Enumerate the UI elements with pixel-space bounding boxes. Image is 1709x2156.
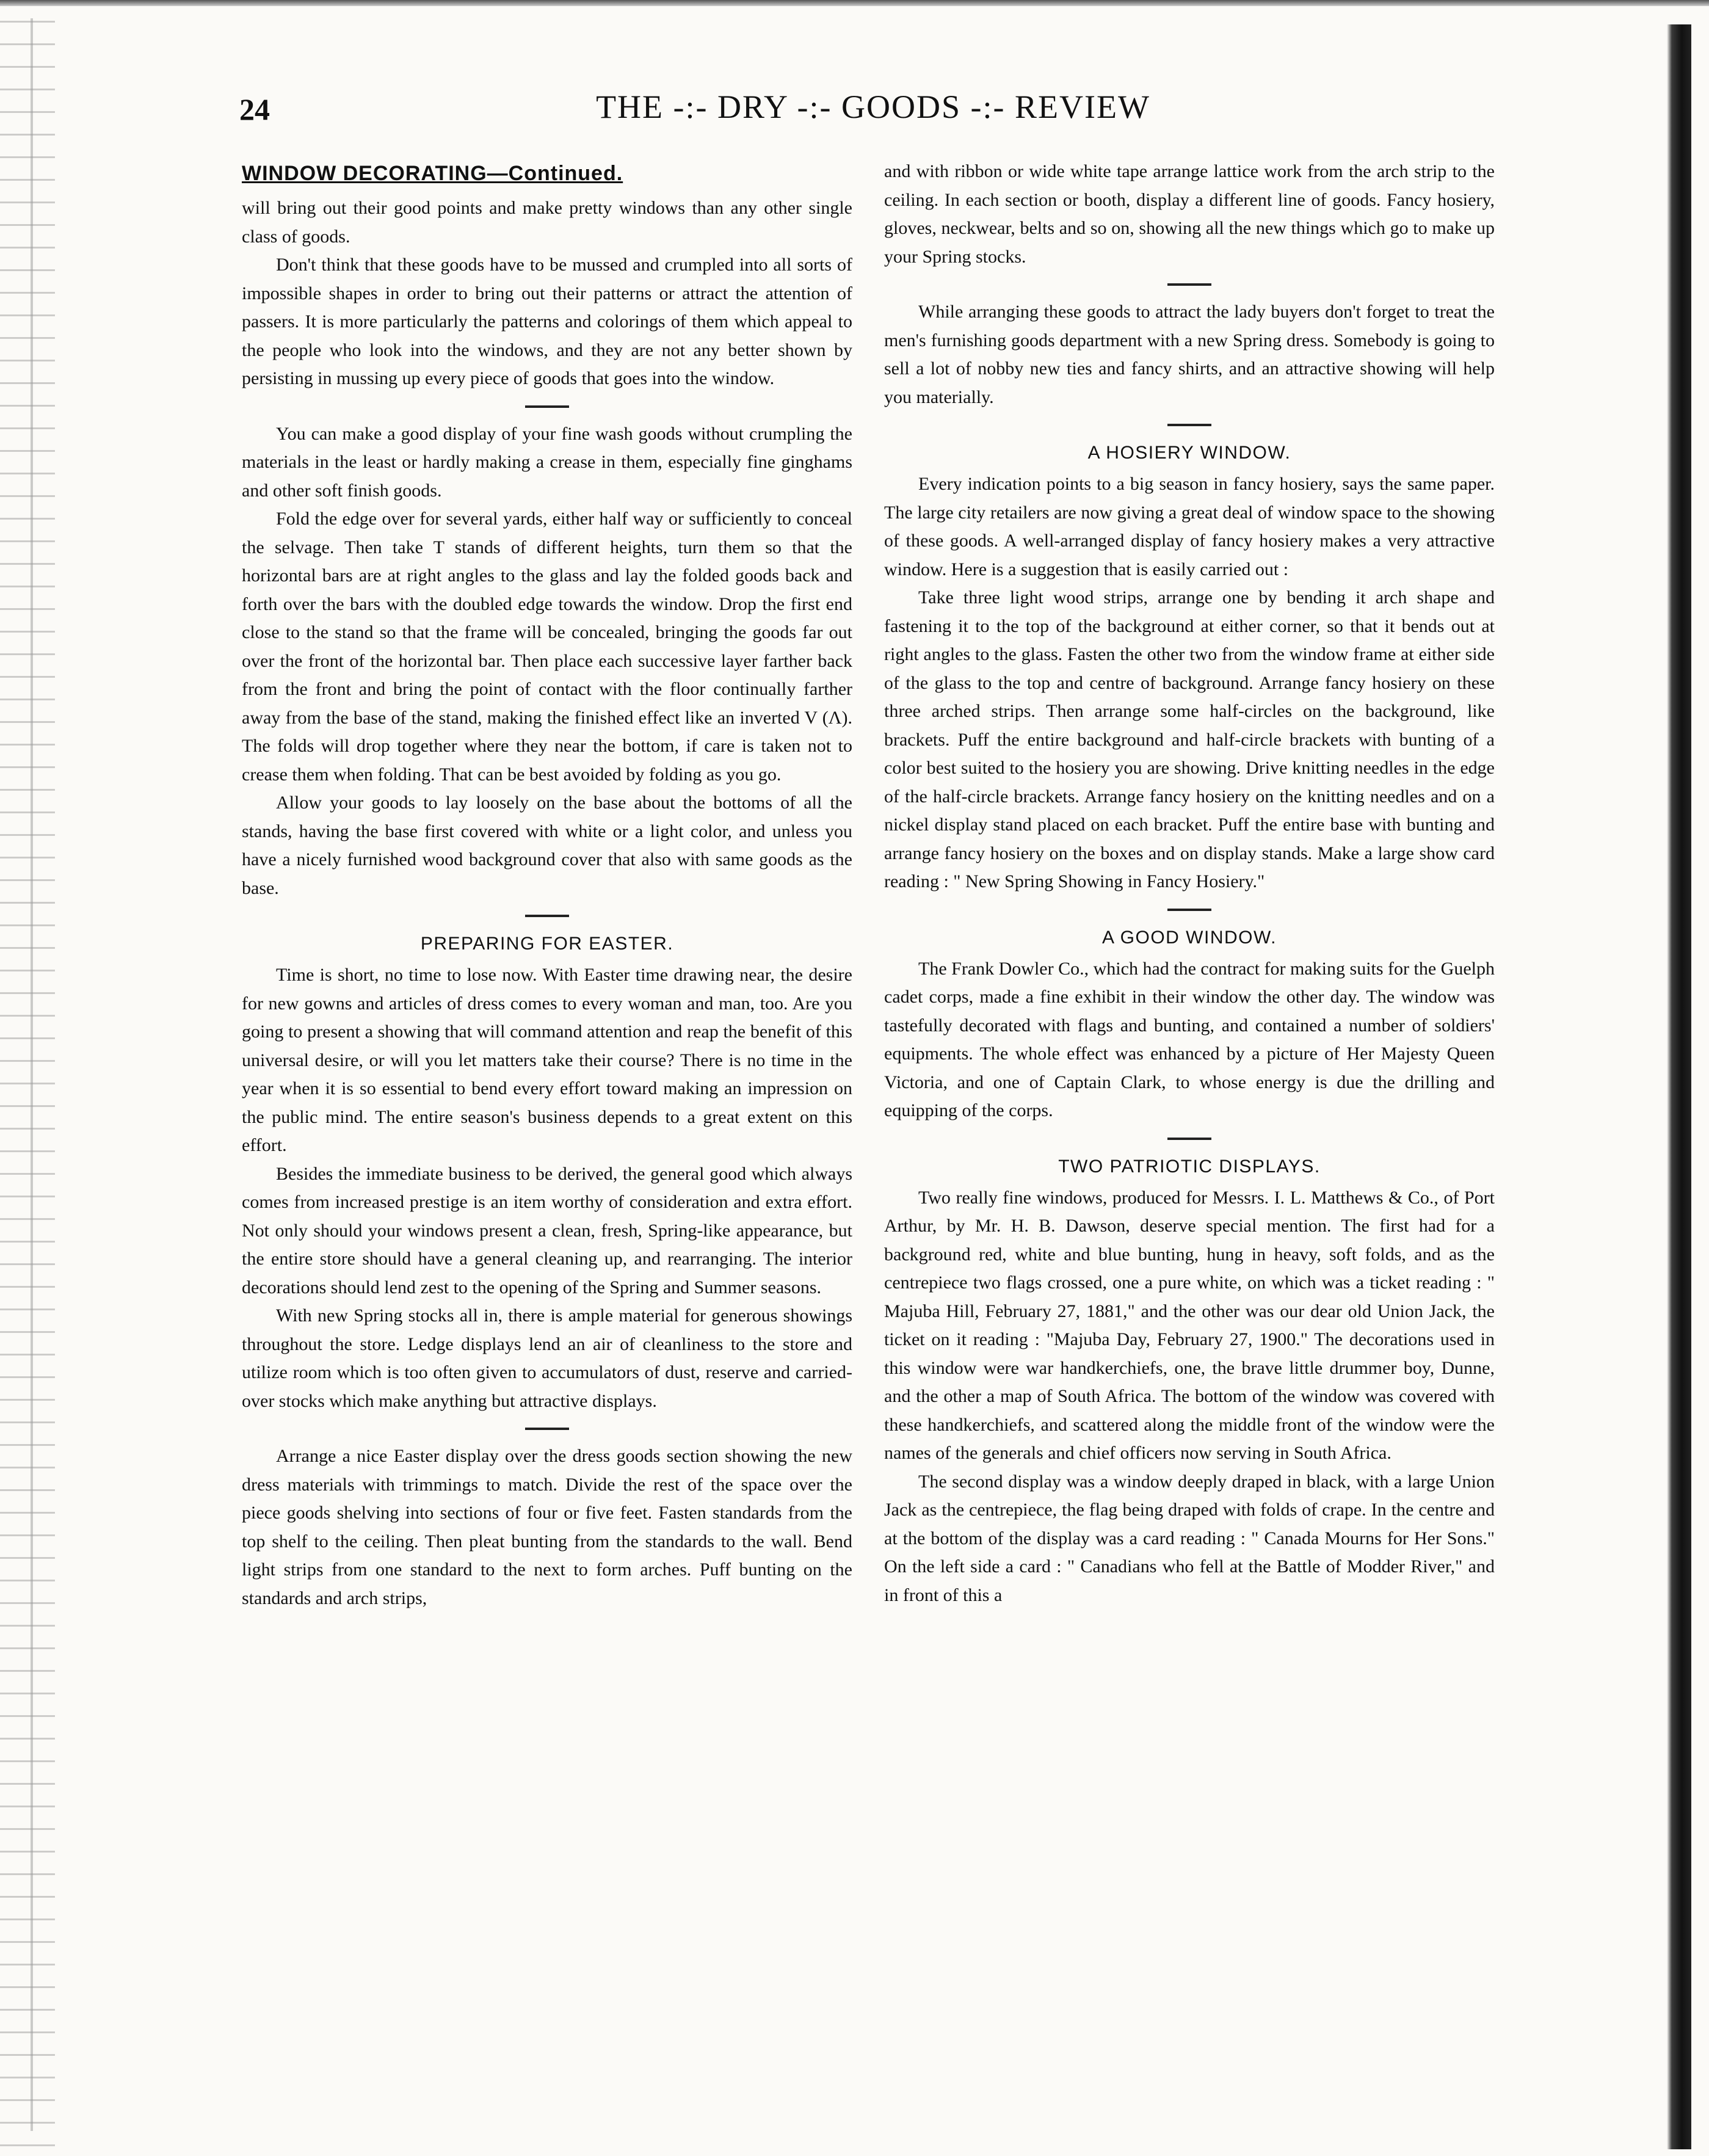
section-heading-easter: PREPARING FOR EASTER. — [420, 934, 674, 954]
section-divider — [525, 1428, 569, 1430]
right-column — [884, 158, 1495, 1610]
section-divider — [525, 405, 569, 408]
section-divider — [1167, 1138, 1211, 1140]
scan-top-edge — [0, 0, 1709, 6]
paragraph: will bring out their good points and make pretty windows than any other single class of goods. — [242, 198, 852, 247]
paragraph: Two really fine windows, produced for Messrs. I. L. Matthews & Co., of Port Arthur, by Mr. H. B. Dawson, deserve special mention. The first had for a background red, white and blue bunting, hung in heavy, soft folds, and as the centrepiece two flags crossed, one a pure white, on which was a ticket reading : " Majuba Hill, February 27, 1881," and the other was our dear old Union Jack, the ticket on it reading : "Majuba Day, February 27, 1900." The decorations used in this window were war handkerchiefs, one, the brave little drummer boy, Dunne, and the other a map of South Africa. The bottom of the window was covered with these handkerchiefs, and scattered along the middle front of the window were the names of the generals and chief officers now serving in South Africa. — [884, 1187, 1495, 1463]
paragraph: Arrange a nice Easter display over the dress goods section showing the new dress materials with trimmings to match. Divide the rest of the space over the piece goods shelving into sections of four or five feet. Fasten standards from the top shelf to the ceiling. Then pleat bunting from the standards to the wall. Bend light strips from one standard to the next to form arches. Puff bunting on the standards and arch strips, — [242, 1446, 852, 1608]
page-number: 24 — [239, 92, 270, 126]
paragraph: Fold the edge over for several yards, either half way or sufficiently to conceal the selvage. Then take T stands of different heights, turn them so that the horizontal bars are at right angles to the glass and lay the folded goods back and forth over the bars with the doubled edge towards the window. Drop the first end close to the stand so that the frame will be concealed, bringing the goods far out over the front of the horizontal bar. Then place each successive layer farther back from the front and bring the point of contact with the floor continually farther away from the base of the stand, making the finished effect like an inverted V (Λ). The folds will drop together where they near the bottom, if care is taken not to crease them when folding. That can be best avoided by folding as you go. — [242, 509, 852, 785]
scan-left-binding-line — [31, 18, 33, 2131]
section-heading-good-window: A GOOD WINDOW. — [1101, 927, 1277, 948]
scan-left-edge — [0, 0, 55, 2156]
section-heading-patriotic: TWO PATRIOTIC DISPLAYS. — [1058, 1156, 1321, 1177]
paragraph: and with ribbon or wide white tape arrange lattice work from the arch strip to the ceiling. In each section or booth, display a different line of goods. Fancy hosiery, gloves, neckwear, belts and so on, showing all the new things which go to make up your Spring stocks. — [884, 161, 1495, 267]
paragraph: While arranging these goods to attract the lady buyers don't forget to treat the men's furnishing goods department with a new Spring dress. Somebody is going to sell a lot of nobby new ties and fancy shirts, and an attractive showing will help you materially. — [884, 302, 1495, 407]
section-divider — [1167, 424, 1211, 426]
section-divider — [1167, 909, 1211, 911]
paragraph: Allow your goods to lay loosely on the base about the bottoms of all the stands, having the base first covered with white or a light color, and unless you have a nicely furnished wood background cover that also with same goods as the base. — [242, 793, 852, 898]
paragraph: Besides the immediate business to be derived, the general good which always comes from increased prestige is an item worthy of consideration and extra effort. Not only should your windows present a clean, fresh, Spring-like appearance, but the entire store should have a general cleaning up, and rearranging. The interior decorations should lend zest to the opening of the Spring and Summer seasons. — [242, 1163, 852, 1298]
paragraph: The second display was a window deeply draped in black, with a large Union Jack as the centrepiece, the flag being draped with folds of crape. In the centre and at the bottom of the display was a card reading : " Canada Mourns for Her Sons." On the left side a card : " Canadians who fell at the Battle of Modder River," and in front of this a — [884, 1471, 1495, 1605]
masthead-title: THE -:- DRY -:- GOODS -:- REVIEW — [596, 89, 1150, 125]
paragraph: Time is short, no time to lose now. With Easter time drawing near, the desire for new gowns and articles of dress comes to every woman and man, too. Are you going to present a showing that will command attention and reap the benefit of this universal desire, or will you let matters take their course? There is no time in the year when it is so essential to bend every effort toward making an impression on the public mind. The entire season's business depends to a great extent on this effort. — [242, 965, 852, 1155]
left-column — [242, 158, 852, 1613]
paragraph: You can make a good display of your fine wash goods without crumpling the materials in the least or hardly making a crease in them, especially fine ginghams and other soft finish goods. — [242, 423, 852, 501]
continued-heading: WINDOW DECORATING—Continued. — [242, 162, 623, 185]
section-heading-hosiery: A HOSIERY WINDOW. — [1087, 443, 1291, 463]
section-divider — [525, 915, 569, 917]
paragraph: With new Spring stocks all in, there is ample material for generous showings throughout the store. Ledge displays lend an air of cleanliness to the store and utilize room which is too often given to accumulators of dust, reserve and carried-over stocks which make anything but attractive displays. — [242, 1305, 852, 1411]
paragraph: Every indication points to a big season in fancy hosiery, says the same paper. The large city retailers are now giving a great deal of window space to the showing of these goods. A well-arranged display of fancy hosiery makes a very attractive window. Here is a suggestion that is easily carried out : — [884, 474, 1495, 579]
scan-right-edge — [1667, 24, 1691, 2149]
paragraph: Don't think that these goods have to be mussed and crumpled into all sorts of impossible shapes in order to bring out their patterns or attract the attention of passers. It is more particularly the patterns and colorings of them which appeal to the people who look into the windows, and they are not any better shown by persisting in mussing up every piece of goods that goes into the window. — [242, 255, 852, 388]
paragraph: Take three light wood strips, arrange one by bending it arch shape and fastening it to the top of the background at either corner, so that it bends out at right angles to the glass. Fasten the other two from the window frame at either side of the glass to the top and centre of background. Arrange fancy hosiery on these three arched strips. Then arrange some half-circles on the background, like brackets. Puff the entire background and half-circle brackets with bunting of a color best suited to the hosiery you are showing. Drive knitting needles in the edge of the half-circle brackets. Arrange fancy hosiery on the knitting needles and on a nickel display stand placed on each bracket. Puff the entire base with bunting and arrange fancy hosiery on the boxes and on display stands. Make a large show card reading : " New Spring Showing in Fancy Hosiery." — [884, 587, 1495, 891]
paragraph: The Frank Dowler Co., which had the contract for making suits for the Guelph cadet corps, made a fine exhibit in their window the other day. The window was tastefully decorated with flags and bunting, and contained a number of soldiers' equipments. The whole effect was enhanced by a picture of Her Majesty Queen Victoria, and one of Captain Clark, to whose energy is due the drilling and equipping of the corps. — [884, 958, 1495, 1120]
section-divider — [1167, 283, 1211, 286]
